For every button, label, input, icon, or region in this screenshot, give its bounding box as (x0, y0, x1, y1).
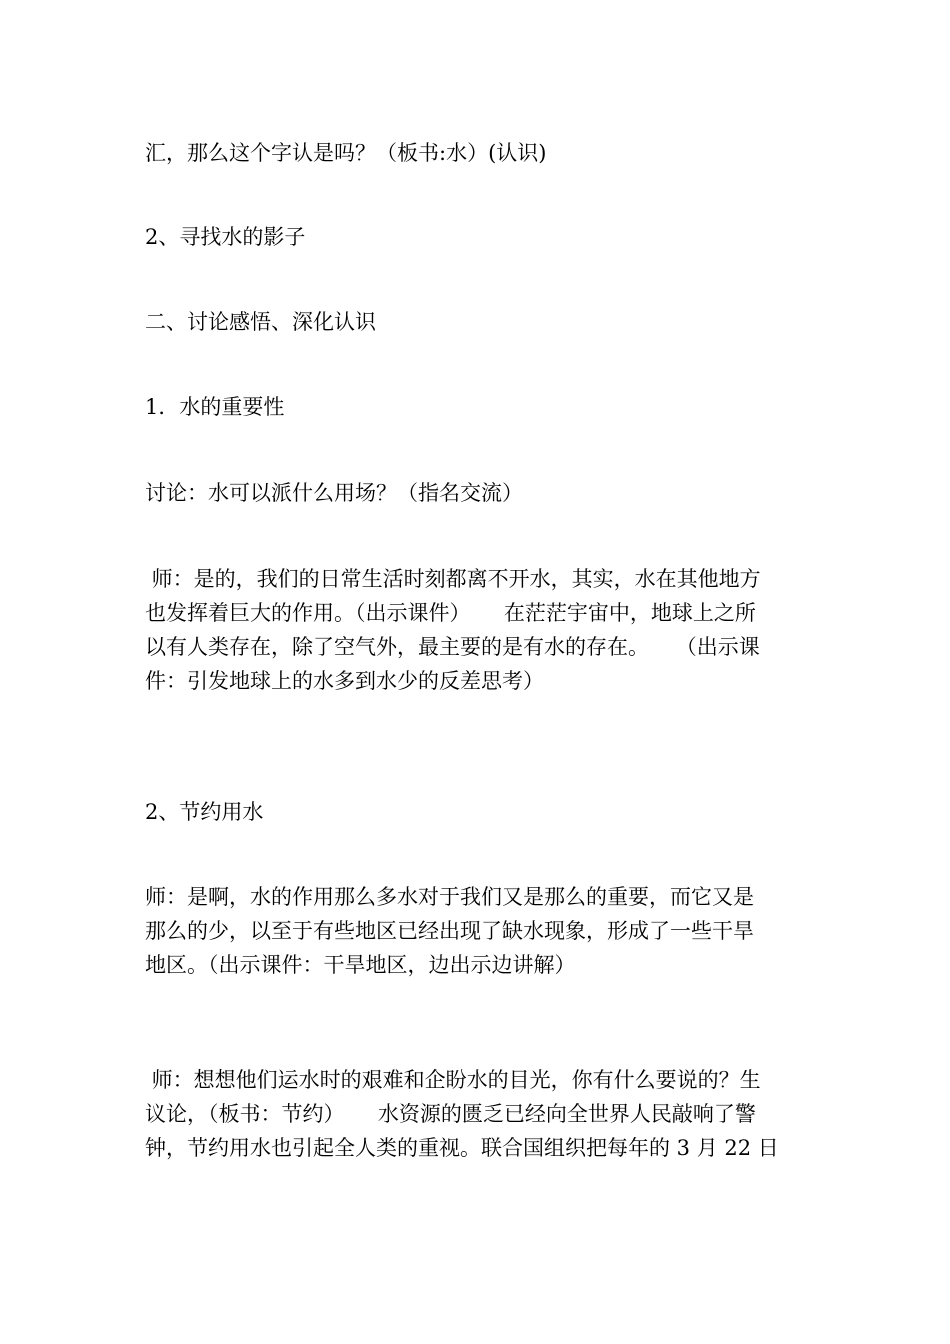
text-line: 件：引发地球上的水多到水少的反差思考） (145, 669, 544, 693)
paragraph-teacher-drought (145, 880, 813, 982)
text-line: 师：想想他们运水时的艰难和企盼水的目光，你有什么要说的？生 (145, 1068, 761, 1092)
heading-discussion (145, 305, 813, 339)
text-line: 汇，那么这个字认是吗？（板书:水）(认识) (145, 141, 547, 165)
text-line: 师：是啊，水的作用那么多水对于我们又是那么的重要，而它又是 (145, 885, 754, 909)
paragraph-intro (145, 136, 813, 170)
heading-save-water (145, 795, 813, 829)
text-line: 2、寻找水的影子 (145, 225, 306, 249)
heading-importance (145, 390, 813, 424)
paragraph-discuss-uses (145, 476, 813, 510)
heading-find-water (145, 220, 813, 254)
paragraph-teacher-conservation (145, 1063, 813, 1165)
text-line: 那么的少，以至于有些地区已经出现了缺水现象，形成了一些干旱 (145, 919, 754, 943)
text-line: 钟，节约用水也引起全人类的重视。联合国组织把每年的 3 月 22 日 (145, 1136, 779, 1160)
text-line: 1．水的重要性 (145, 395, 285, 419)
text-line: 以有人类存在，除了空气外，最主要的是有水的存在。 （出示课 (145, 635, 760, 659)
text-line: 师：是的，我们的日常生活时刻都离不开水，其实，水在其他地方 (145, 567, 761, 591)
text-line: 也发挥着巨大的作用。（出示课件） 在茫茫宇宙中，地球上之所 (145, 601, 756, 625)
text-line: 讨论：水可以派什么用场？（指名交流） (145, 481, 523, 505)
paragraph-teacher-importance (145, 562, 813, 698)
text-line: 地区。（出示课件：干旱地区，边出示边讲解） (145, 953, 576, 977)
text-line: 二、讨论感悟、深化认识 (145, 310, 376, 334)
text-line: 议论，（板书：节约） 水资源的匮乏已经向全世界人民敲响了警 (145, 1102, 756, 1126)
text-line: 2、节约用水 (145, 800, 264, 824)
